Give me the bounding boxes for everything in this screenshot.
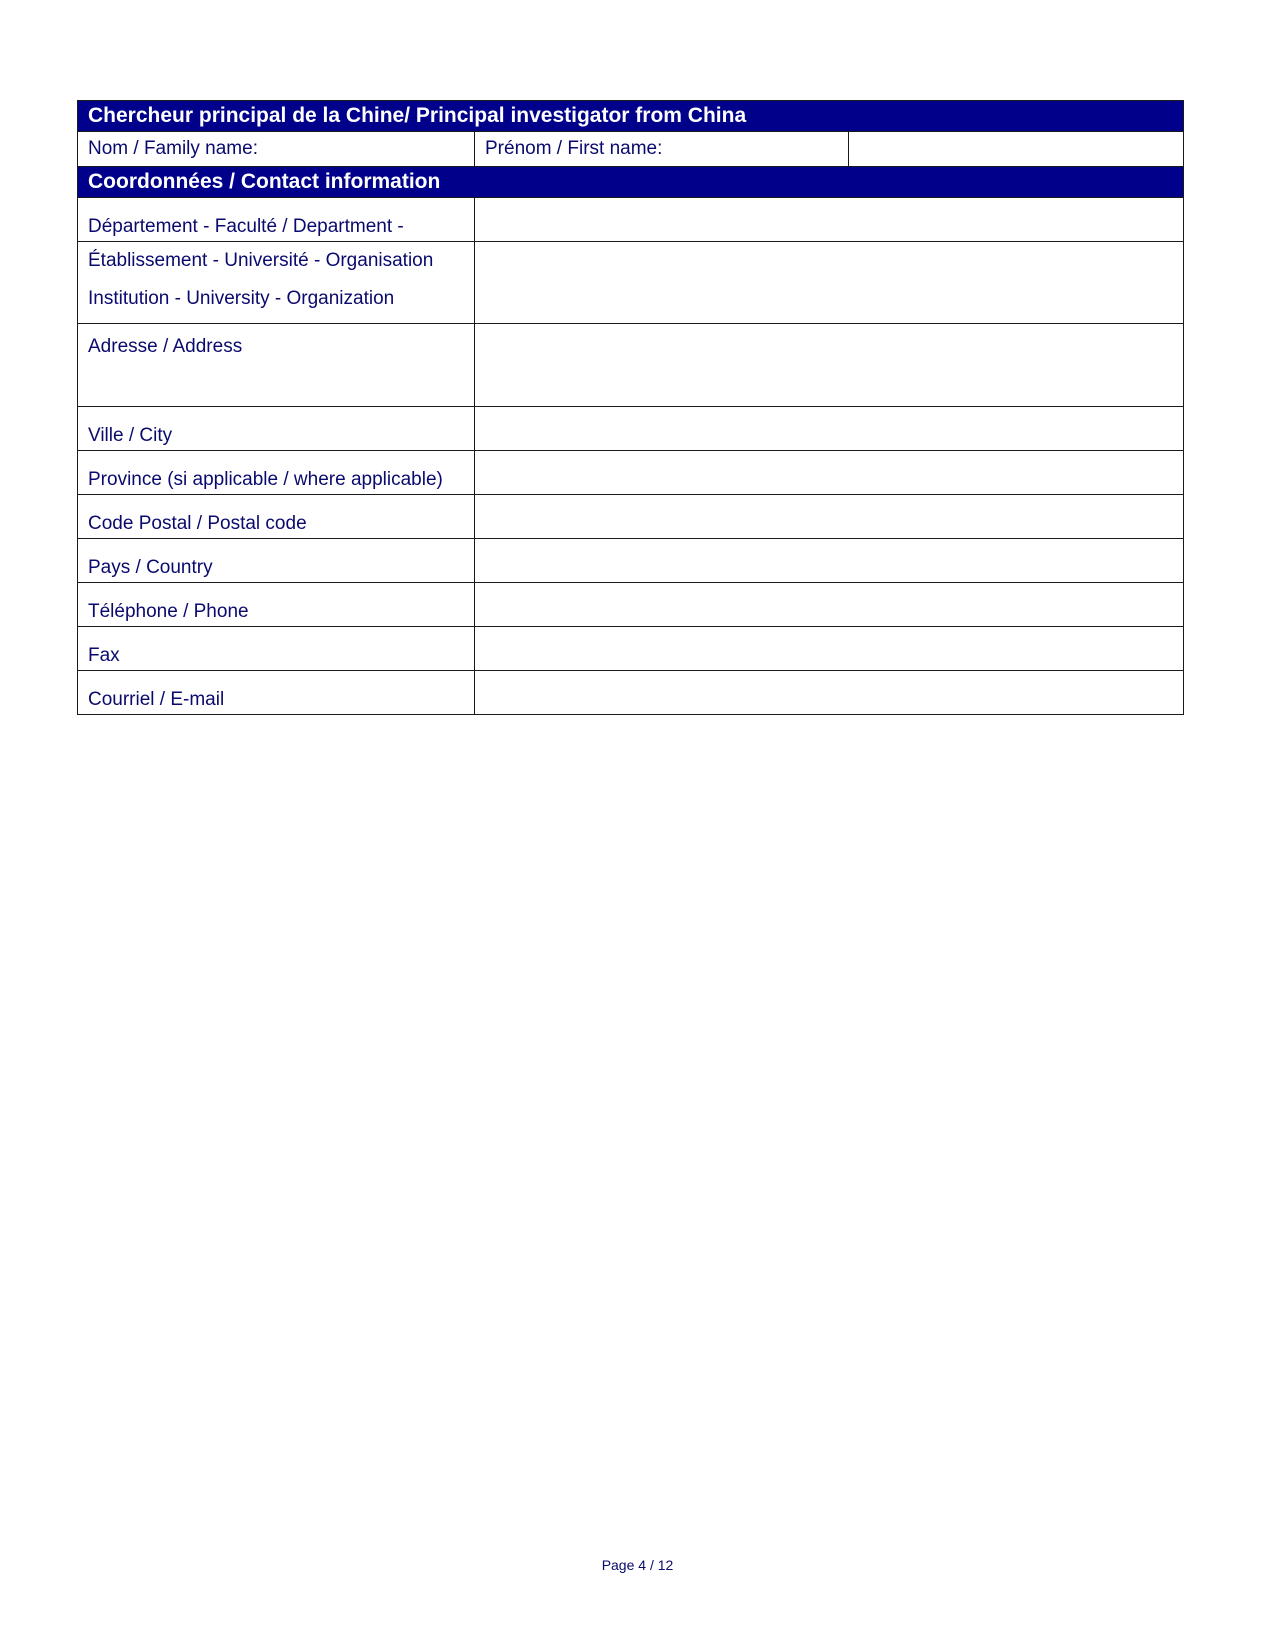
postal-code-field[interactable] (475, 495, 1184, 539)
phone-field[interactable] (475, 583, 1184, 627)
city-label: Ville / City (78, 407, 475, 451)
first-name-field[interactable] (849, 132, 1184, 167)
page-number: Page 4 / 12 (601, 1557, 674, 1573)
institution-label (78, 242, 475, 324)
institution-label-fr: Établissement - Université - Organisation (88, 250, 434, 271)
phone-label: Téléphone / Phone (78, 583, 475, 627)
email-field[interactable] (475, 671, 1184, 715)
country-label: Pays / Country (78, 539, 475, 583)
fax-label: Fax (78, 627, 475, 671)
postal-code-label: Code Postal / Postal code (78, 495, 475, 539)
first-name-label: Prénom / First name: (475, 132, 849, 167)
address-label: Adresse / Address (78, 324, 475, 407)
country-field[interactable] (475, 539, 1184, 583)
department-field[interactable] (475, 198, 1184, 242)
email-label: Courriel / E-mail (78, 671, 475, 715)
contact-header: Coordonnées / Contact information (78, 167, 1184, 198)
address-field[interactable] (475, 324, 1184, 407)
fax-field[interactable] (475, 627, 1184, 671)
city-field[interactable] (475, 407, 1184, 451)
province-field[interactable] (475, 451, 1184, 495)
province-label: Province (si applicable / where applicable) (78, 451, 475, 495)
institution-field[interactable] (475, 242, 1184, 324)
department-label: Département - Faculté / Department - (78, 198, 475, 242)
section-header: Chercheur principal de la Chine/ Principal investigator from China (78, 101, 1184, 132)
family-name-label: Nom / Family name: (78, 132, 475, 167)
investigator-form (77, 100, 1184, 715)
institution-label-en: Institution - University - Organization (88, 288, 395, 309)
